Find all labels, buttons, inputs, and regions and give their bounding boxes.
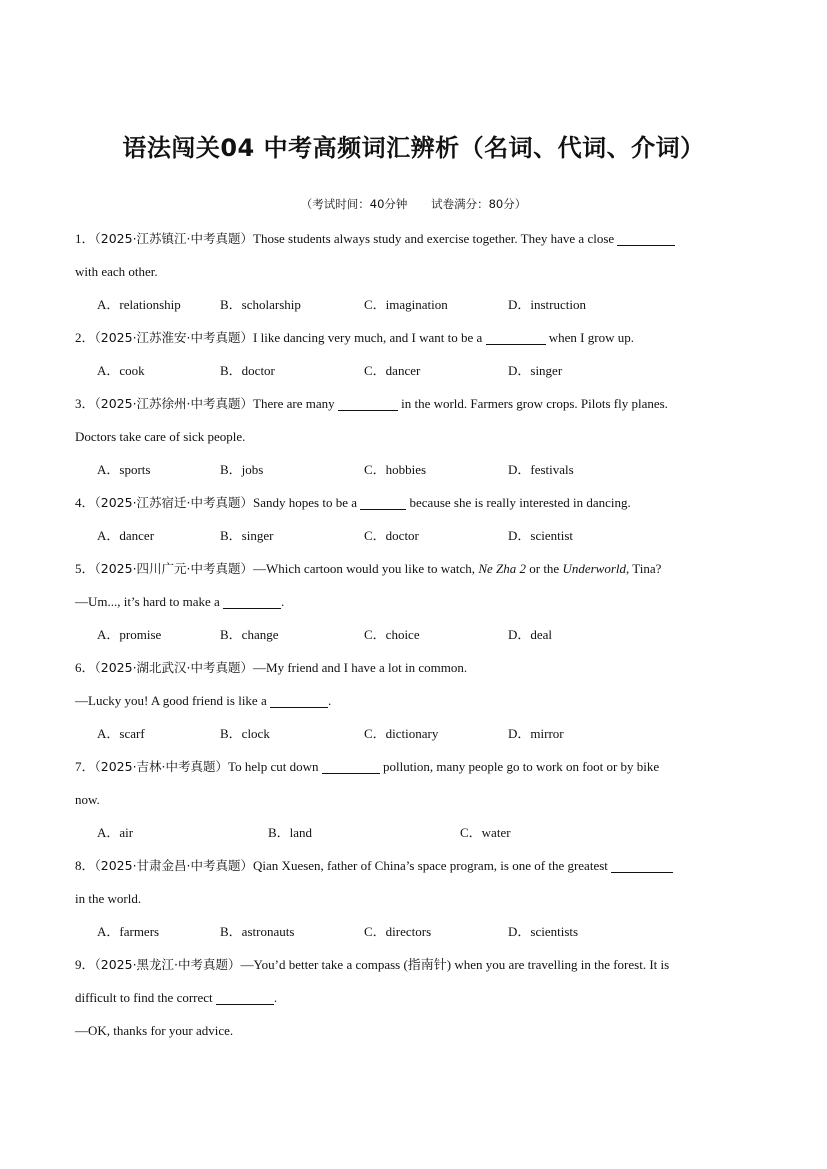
movie-title: Underworld (562, 561, 627, 576)
option-d[interactable]: D．singer (508, 363, 563, 378)
answer-blank[interactable] (322, 759, 380, 774)
question-9 (75, 948, 755, 981)
option-c[interactable]: C．water (460, 825, 511, 840)
question-number: 4． (75, 495, 95, 510)
question-text: , Tina? (626, 561, 662, 576)
answer-blank[interactable] (611, 858, 673, 873)
exam-score: 试卷满分：80分） (431, 197, 527, 211)
question-text: Doctors take care of sick people. (75, 429, 246, 444)
question-6 (75, 651, 755, 684)
option-d[interactable]: D．scientists (508, 924, 579, 939)
question-number: 5． (75, 561, 95, 576)
option-b[interactable]: B．land (268, 825, 313, 840)
question-source: （2025·吉林·中考真题） (94, 759, 229, 774)
question-3-cont (75, 420, 755, 453)
question-text: Those students always study and exercise together. They have a close (253, 231, 615, 246)
question-5 (75, 552, 755, 585)
options-6 (75, 717, 755, 750)
question-text: —You’d better take a compass (指南针) when you are travelling in the forest. It is (240, 957, 670, 972)
question-number: 2． (75, 330, 95, 345)
question-text: when I grow up. (548, 330, 634, 345)
option-d[interactable]: D．deal (508, 627, 553, 642)
option-a[interactable]: A．relationship (97, 297, 181, 312)
option-a[interactable]: A．sports (97, 462, 151, 477)
question-text: Qian Xuesen, father of China’s space program, is one of the greatest (253, 858, 608, 873)
options-8 (75, 915, 755, 948)
question-9-cont (75, 981, 755, 1014)
question-text: because she is really interested in dancing. (409, 495, 631, 510)
question-text: I like dancing very much, and I want to be a (253, 330, 483, 345)
option-b[interactable]: B．doctor (220, 363, 275, 378)
question-source: （2025·黑龙江·中考真题） (94, 957, 241, 972)
option-c[interactable]: C．choice (364, 627, 420, 642)
option-a[interactable]: A．cook (97, 363, 145, 378)
question-text: with each other. (75, 264, 158, 279)
option-b[interactable]: B．astronauts (220, 924, 295, 939)
question-text: . (281, 594, 285, 609)
question-3 (75, 387, 755, 420)
option-b[interactable]: B．scholarship (220, 297, 301, 312)
question-source: （2025·江苏镇江·中考真题） (94, 231, 254, 246)
option-d[interactable]: D．scientist (508, 528, 573, 543)
question-text: There are many (253, 396, 335, 411)
question-number: 6． (75, 660, 95, 675)
option-a[interactable]: A．scarf (97, 726, 145, 741)
question-text: difficult to find the correct (75, 990, 213, 1005)
question-text: . (273, 990, 278, 1005)
question-5-cont (75, 585, 755, 618)
question-text: in the world. Farmers grow crops. Pilots fly planes. (401, 396, 668, 411)
options-5 (75, 618, 755, 651)
question-source: （2025·湖北武汉·中考真题） (94, 660, 254, 675)
options-3 (75, 453, 755, 486)
question-text: —Which cartoon would you like to watch, (253, 561, 476, 576)
question-number: 9． (75, 957, 95, 972)
question-1-cont (75, 255, 755, 288)
option-b[interactable]: B．jobs (220, 462, 264, 477)
question-text: pollution, many people go to work on foot or by bike (382, 759, 660, 774)
question-text: To help cut down (228, 759, 319, 774)
question-7 (75, 750, 755, 783)
answer-blank[interactable] (338, 396, 398, 411)
question-text: or the (529, 561, 560, 576)
option-d[interactable]: D．instruction (508, 297, 586, 312)
question-text: . (327, 693, 332, 708)
question-8 (75, 849, 755, 882)
options-2 (75, 354, 755, 387)
option-b[interactable]: B．singer (220, 528, 274, 543)
question-6-cont (75, 684, 755, 717)
option-a[interactable]: A．air (97, 825, 134, 840)
option-a[interactable]: A．dancer (97, 528, 155, 543)
answer-blank[interactable] (360, 495, 406, 510)
question-number: 8． (75, 858, 95, 873)
question-2 (75, 321, 755, 354)
question-number: 1． (75, 231, 95, 246)
answer-blank[interactable] (617, 231, 675, 246)
question-text: —Um..., it’s hard to make a (75, 594, 220, 609)
question-text: now. (75, 792, 100, 807)
answer-blank[interactable] (216, 990, 274, 1005)
option-d[interactable]: D．festivals (508, 462, 574, 477)
option-c[interactable]: C．imagination (364, 297, 448, 312)
movie-title: Ne Zha 2 (478, 561, 526, 576)
question-source: （2025·江苏宿迁·中考真题） (94, 495, 254, 510)
question-number: 7． (75, 759, 95, 774)
question-9-reply (75, 1014, 755, 1047)
options-4 (75, 519, 755, 552)
option-a[interactable]: A．promise (97, 627, 162, 642)
question-number: 3． (75, 396, 95, 411)
option-c[interactable]: C．doctor (364, 528, 419, 543)
options-7 (75, 816, 755, 849)
page-title: 语法闯关04 中考高频词汇辨析（名词、代词、介词） (122, 134, 705, 162)
question-list (75, 222, 755, 1047)
question-source: （2025·四川广元·中考真题） (94, 561, 254, 576)
answer-blank[interactable] (223, 594, 281, 609)
option-c[interactable]: C．hobbies (364, 462, 427, 477)
question-text: in the world. (75, 891, 142, 906)
option-c[interactable]: C．dictionary (364, 726, 439, 741)
option-b[interactable]: B．change (220, 627, 279, 642)
question-source: （2025·甘肃金昌·中考真题） (94, 858, 254, 873)
question-source: （2025·江苏淮安·中考真题） (94, 330, 254, 345)
exam-info (0, 196, 827, 212)
question-text: Sandy hopes to be a (253, 495, 358, 510)
question-1 (75, 222, 755, 255)
question-text: —My friend and I have a lot in common. (253, 660, 468, 675)
options-1 (75, 288, 755, 321)
exam-time: （考试时间：40分钟 (300, 197, 408, 211)
question-text: —Lucky you! A good friend is like a (75, 693, 267, 708)
question-text: —OK, thanks for your advice. (75, 1023, 234, 1038)
option-b[interactable]: B．clock (220, 726, 270, 741)
option-a[interactable]: A．farmers (97, 924, 160, 939)
answer-blank[interactable] (270, 693, 328, 708)
option-c[interactable]: C．directors (364, 924, 432, 939)
question-source: （2025·江苏徐州·中考真题） (94, 396, 254, 411)
option-d[interactable]: D．mirror (508, 726, 564, 741)
question-7-cont (75, 783, 755, 816)
question-8-cont (75, 882, 755, 915)
answer-blank[interactable] (486, 330, 546, 345)
question-4 (75, 486, 755, 519)
option-c[interactable]: C．dancer (364, 363, 421, 378)
